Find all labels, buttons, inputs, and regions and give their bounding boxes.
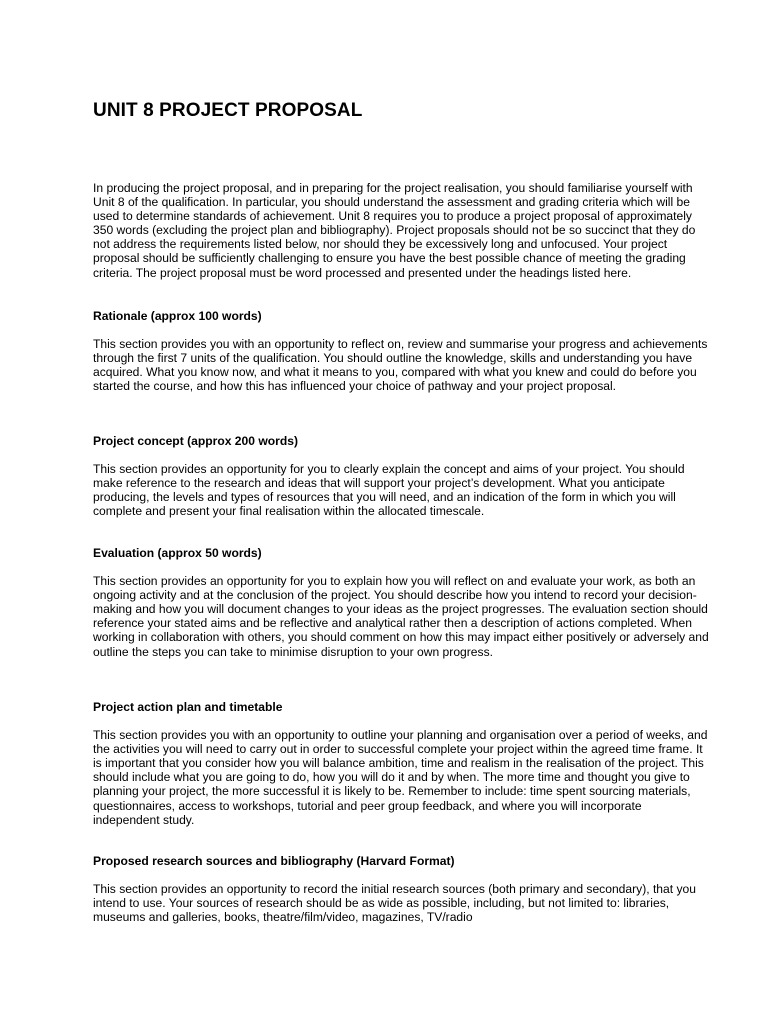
section-heading-project-concept: Project concept (approx 200 words) xyxy=(93,434,298,448)
section-action-plan xyxy=(93,700,711,827)
section-body-action-plan: This section provides you with an opportunity to outline your planning and organisation over a period of weeks, and the activities you will need to carry out in order to successful complete your project within the agreed time frame. It is important that you consider how you will balance ambition, time and realism in the realisation of the project. This should include what you are going to do, how you will do it and by when. The more time and thought you give to planning your project, the more successful it is likely to be. Remember to include: time spent sourcing materials, questionnaires, access to workshops, tutorial and peer group feedback, and where you will incorporate independent study. xyxy=(93,728,708,827)
section-project-concept xyxy=(93,434,711,518)
section-body-rationale: This section provides you with an opportunity to reflect on, review and summarise your progress and achievements through the first 7 units of the qualification. You should outline the knowledge, skills and understanding you have acquired. What you know now, and what it means to you, compared with what you knew and could do before you started the course, and how this has influenced your choice of pathway and your project proposal. xyxy=(93,337,708,394)
intro-paragraph: In producing the project proposal, and in preparing for the project realisation, you should familiarise yourself with Unit 8 of the qualification. In particular, you should understand the assessment and grading criteria which will be used to determine standards of achievement. Unit 8 requires you to produce a project proposal of approximately 350 words (excluding the project plan and bibliography). Project proposals should not be so succinct that they do not address the requirements listed below, nor should they be excessively long and unfocused. Your project proposal should be sufficiently challenging to ensure you have the best possible chance of meeting the grading criteria. The project proposal must be word processed and presented under the headings listed here. xyxy=(93,181,696,280)
section-research-sources xyxy=(93,854,711,924)
section-heading-evaluation: Evaluation (approx 50 words) xyxy=(93,546,262,560)
section-heading-research-sources: Proposed research sources and bibliography (Harvard Format) xyxy=(93,854,455,868)
section-evaluation xyxy=(93,546,711,659)
page-title: UNIT 8 PROJECT PROPOSAL xyxy=(93,100,363,121)
section-body-project-concept: This section provides an opportunity for you to clearly explain the concept and aims of your project. You should make reference to the research and ideas that will support your project’s development. What you anticipate producing, the levels and types of resources that you will need, and an indication of the form in which you will complete and present your final realisation within the allocated timescale. xyxy=(93,462,685,519)
section-heading-rationale: Rationale (approx 100 words) xyxy=(93,309,262,323)
section-body-evaluation: This section provides an opportunity for you to explain how you will reflect on and evaluate your work, as both an ongoing activity and at the conclusion of the project. You should describe how you intend to record your decision-making and how you will document changes to your ideas as the project progresses. The evaluation section should reference your stated aims and be reflective and analytical rather then a description of actions completed. When working in collaboration with others, you should comment on how this may impact either positively or adversely and outline the steps you can take to minimise disruption to your own progress. xyxy=(93,574,709,659)
section-heading-action-plan: Project action plan and timetable xyxy=(93,700,283,714)
section-rationale xyxy=(93,309,711,393)
section-body-research-sources: This section provides an opportunity to record the initial research sources (both primary and secondary), that you intend to use. Your sources of research should be as wide as possible, including, but not limited to: libraries, museums and galleries, books, theatre/film/video, magazines, TV/radio xyxy=(93,882,696,925)
